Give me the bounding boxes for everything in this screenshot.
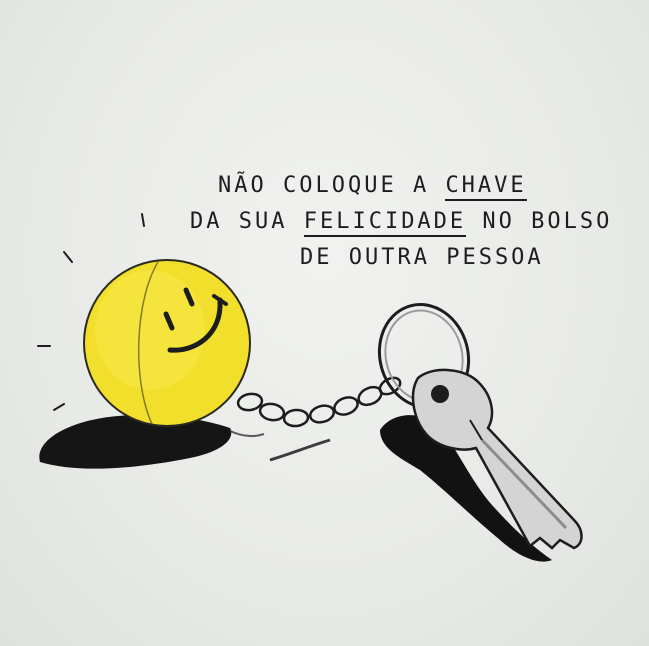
quote-line-2-prefix: DA SUA bbox=[190, 209, 304, 234]
quote-emphasis-felicidade: FELICIDADE bbox=[304, 209, 466, 237]
quote-line-3: DE OUTRA PESSOA bbox=[300, 245, 544, 270]
quote-emphasis-chave: CHAVE bbox=[445, 173, 526, 201]
quote-line-1-prefix: NÃO COLOQUE A bbox=[218, 173, 446, 198]
smiley-ball-icon bbox=[84, 260, 250, 426]
quote-line-2-suffix: NO BOLSO bbox=[466, 209, 613, 234]
chain-icon bbox=[237, 374, 403, 427]
ball-shadow bbox=[39, 415, 231, 469]
